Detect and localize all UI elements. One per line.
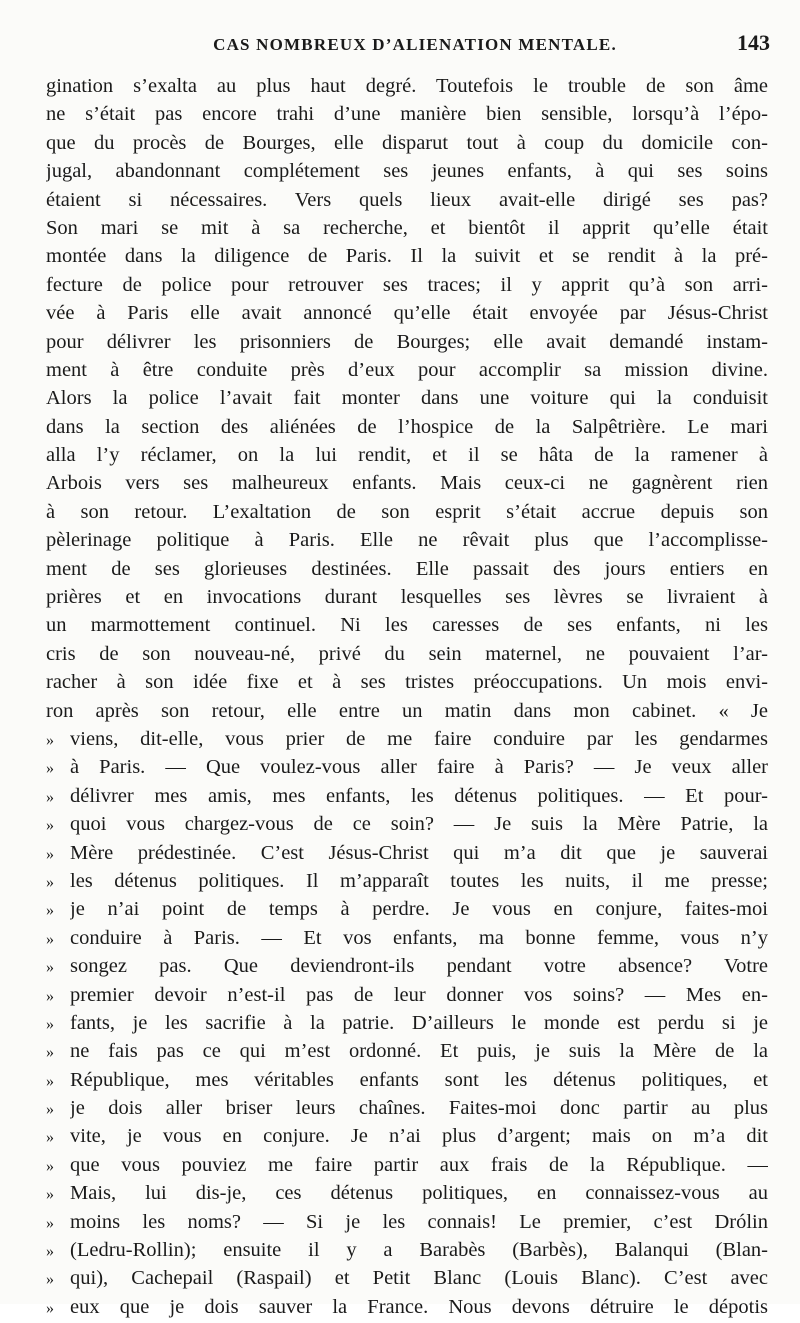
line-text: à Paris. — Que voulez-vous aller faire à Paris? — Je veux aller <box>70 756 768 779</box>
text-line <box>46 924 768 952</box>
quote-mark: » <box>46 1214 54 1232</box>
quote-mark: » <box>46 1299 54 1317</box>
text-line <box>46 1037 768 1065</box>
text-line <box>46 299 768 327</box>
text-line <box>46 640 768 668</box>
text-line <box>46 583 768 611</box>
text-line <box>46 100 768 128</box>
text-line <box>46 242 768 270</box>
text-line <box>46 839 768 867</box>
line-text: vée à Paris elle avait annoncé qu’elle était envoyée par Jésus-Christ <box>46 302 768 325</box>
text-line <box>46 1094 768 1122</box>
line-text: délivrer mes amis, mes enfants, les détenus politiques. — Et pour- <box>70 784 768 807</box>
quote-mark: » <box>46 1044 54 1062</box>
line-text: Son mari se mit à sa recherche, et bientôt il apprit qu’elle était <box>46 216 768 239</box>
line-text: Arbois vers ses malheureux enfants. Mais ceux-ci ne gagnèrent rien <box>46 472 768 495</box>
quote-mark: » <box>46 731 54 749</box>
line-text: alla l’y réclamer, on la lui rendit, et il se hâta de la ramener à <box>46 444 768 467</box>
line-text: cris de son nouveau-né, privé du sein maternel, ne pouvaient l’ar- <box>46 642 768 665</box>
body-text <box>46 72 768 1321</box>
line-text: que du procès de Bourges, elle disparut tout à coup du domicile con- <box>46 131 768 154</box>
quote-mark: » <box>46 930 54 948</box>
line-text: moins les noms? — Si je les connais! Le premier, c’est Drólin <box>70 1210 768 1233</box>
quote-mark: » <box>46 987 54 1005</box>
line-text: pour délivrer les prisonniers de Bourges; elle avait demandé instam- <box>46 330 768 353</box>
line-text: pèlerinage politique à Paris. Elle ne rêvait plus que l’accomplisse- <box>46 529 768 552</box>
quote-mark: » <box>46 788 54 806</box>
line-text: jugal, abandonnant complétement ses jeunes enfants, à qui ses soins <box>46 160 768 183</box>
text-line <box>46 867 768 895</box>
quote-mark: » <box>46 1157 54 1175</box>
text-line <box>46 441 768 469</box>
page-number: 143 <box>737 30 770 55</box>
line-text: République, mes véritables enfants sont les détenus politiques, et <box>70 1068 768 1091</box>
line-text: Mère prédestinée. C’est Jésus-Christ qui m’a dit que je sauverai <box>70 841 768 864</box>
line-text: conduire à Paris. — Et vos enfants, ma bonne femme, vous n’y <box>70 926 768 949</box>
text-line <box>46 725 768 753</box>
line-text: ne s’était pas encore trahi d’une manière bien sensible, lorsqu’à l’épo- <box>46 103 768 126</box>
text-line <box>46 271 768 299</box>
line-text: dans la section des aliénées de l’hospice de la Salpêtrière. Le mari <box>46 415 768 438</box>
text-line <box>46 469 768 497</box>
text-line <box>46 498 768 526</box>
line-text: vite, je vous en conjure. Je n’ai plus d’argent; mais on m’a dit <box>70 1125 768 1148</box>
text-line <box>46 1236 768 1264</box>
line-text: prières et en invocations durant lesquelles ses lèvres se livraient à <box>46 586 768 609</box>
line-text: Alors la police l’avait fait monter dans une voiture qui la conduisit <box>46 387 768 410</box>
text-line <box>46 555 768 583</box>
text-line <box>46 129 768 157</box>
text-line <box>46 611 768 639</box>
line-text: fants, je les sacrifie à la patrie. D’ailleurs le monde est perdu si je <box>70 1011 768 1034</box>
text-line <box>46 328 768 356</box>
text-line <box>46 186 768 214</box>
text-line <box>46 1066 768 1094</box>
quote-mark: » <box>46 902 54 920</box>
line-text: (Ledru-Rollin); ensuite il y a Barabès (Barbès), Balanqui (Blan- <box>70 1239 768 1262</box>
line-text: Mais, lui dis-je, ces détenus politiques, en connaissez-vous au <box>70 1182 768 1205</box>
text-line <box>46 782 768 810</box>
line-text: eux que je dois sauver la France. Nous devons détruire le dépotis <box>70 1295 768 1318</box>
line-text: quoi vous chargez-vous de ce soin? — Je suis la Mère Patrie, la <box>70 813 768 836</box>
quote-mark: » <box>46 959 54 977</box>
quote-mark: » <box>46 1129 54 1147</box>
quote-mark: » <box>46 1015 54 1033</box>
text-line <box>46 753 768 781</box>
text-line <box>46 697 768 725</box>
line-text: je n’ai point de temps à perdre. Je vous en conjure, faites-moi <box>70 898 768 921</box>
text-line <box>46 1264 768 1292</box>
text-line <box>46 1293 768 1321</box>
line-text: ne fais pas ce qui m’est ordonné. Et puis, je suis la Mère de la <box>70 1040 768 1063</box>
running-head <box>40 30 770 62</box>
text-line <box>46 810 768 838</box>
line-text: songez pas. Que deviendront-ils pendant votre absence? Votre <box>70 955 768 978</box>
quote-mark: » <box>46 845 54 863</box>
line-text: ron après son retour, elle entre un matin dans mon cabinet. « Je <box>46 699 768 722</box>
quote-mark: » <box>46 760 54 778</box>
line-text: que vous pouviez me faire partir aux frais de la République. — <box>70 1153 768 1176</box>
text-line <box>46 981 768 1009</box>
text-line <box>46 1009 768 1037</box>
quote-mark: » <box>46 1101 54 1119</box>
line-text: ment à être conduite près d’eux pour accomplir sa mission divine. <box>46 358 768 381</box>
quote-mark: » <box>46 817 54 835</box>
text-line <box>46 384 768 412</box>
running-title: CAS NOMBREUX D’ALIENATION MENTALE. <box>213 35 617 54</box>
line-text: je dois aller briser leurs chaînes. Faites-moi donc partir au plus <box>70 1097 768 1120</box>
text-line <box>46 952 768 980</box>
line-text: gination s’exalta au plus haut degré. Toutefois le trouble de son âme <box>46 75 768 97</box>
line-text: racher à son idée fixe et à ses tristes préoccupations. Un mois envi- <box>46 671 768 694</box>
text-line <box>46 413 768 441</box>
line-text: qui), Cachepail (Raspail) et Petit Blanc (Louis Blanc). C’est avec <box>70 1267 768 1290</box>
text-line <box>46 1122 768 1150</box>
text-line <box>46 356 768 384</box>
text-line <box>46 1208 768 1236</box>
quote-mark: » <box>46 1243 54 1261</box>
line-text: un marmottement continuel. Ni les caresses de ses enfants, ni les <box>46 614 768 637</box>
text-line <box>46 214 768 242</box>
line-text: les détenus politiques. Il m’apparaît toutes les nuits, il me presse; <box>70 869 768 892</box>
line-text: à son retour. L’exaltation de son esprit s’était accrue depuis son <box>46 500 768 523</box>
text-line <box>46 526 768 554</box>
line-text: premier devoir n’est-il pas de leur donner vos soins? — Mes en- <box>70 983 768 1006</box>
text-line <box>46 72 768 100</box>
quote-mark: » <box>46 1271 54 1289</box>
line-text: montée dans la diligence de Paris. Il la suivit et se rendit à la pré- <box>46 245 768 268</box>
text-line <box>46 157 768 185</box>
quote-mark: » <box>46 873 54 891</box>
text-line <box>46 895 768 923</box>
line-text: viens, dit-elle, vous prier de me faire conduire par les gendarmes <box>70 727 768 750</box>
line-text: fecture de police pour retrouver ses traces; il y apprit qu’à son arri- <box>46 273 768 296</box>
text-line <box>46 1179 768 1207</box>
line-text: étaient si nécessaires. Vers quels lieux avait-elle dirigé ses pas? <box>46 188 768 211</box>
text-line <box>46 1151 768 1179</box>
quote-mark: » <box>46 1186 54 1204</box>
quote-mark: » <box>46 1072 54 1090</box>
text-line <box>46 668 768 696</box>
line-text: ment de ses glorieuses destinées. Elle passait des jours entiers en <box>46 557 768 580</box>
